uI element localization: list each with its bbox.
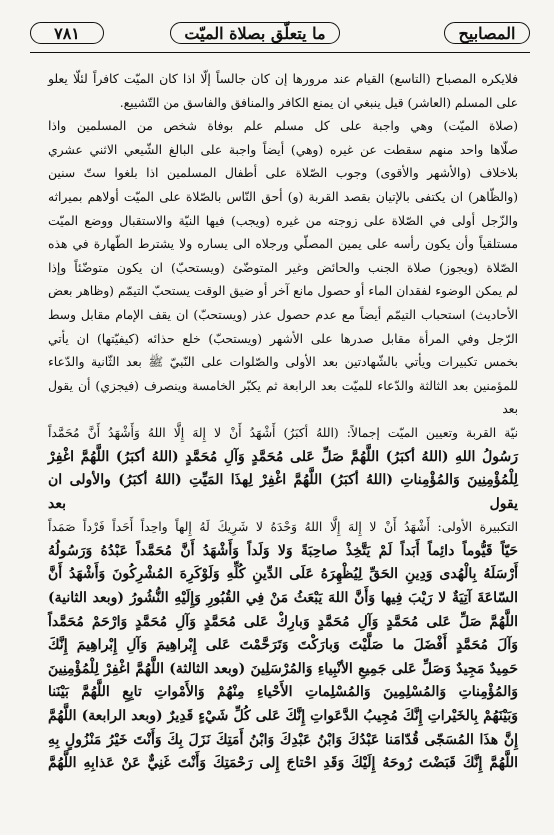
book-title: المصابيح (444, 22, 530, 44)
text-line: نيّة القربة وتعيين الميّت إجمالاً: (اللهُ أكبَرُ) أَشْهَدُ أَنْ لا إِلهَ إِلَّا اللهُ وَأَشْهَدُ أَنَّ مُحَمَّداً (48, 425, 518, 440)
text-line: للمؤمنين بعد الثالثة والدّعاء للميّت بعد الرابعة ثم يكبّر الخامسة وينصرف (فيجزي) أن يقول بعد (48, 378, 518, 417)
text-line: (والظّاهر) ان يكتفى بالإتيان بقصد القربة (و) أحق النّاس بالصّلاة على الميّت أولاهم بميراثه (48, 189, 518, 204)
text-line: التكبيرة الأولى: أَشْهَدُ أَنْ لا إِلهَ إِلَّا اللهُ وَحْدَهُ لا شَرِيكَ لَهُ إِلهاً واحِداً أَحَداً فَرْداً صَمَداً (48, 520, 518, 535)
text-line: مستلقياً وأن يكون رأسه على يمين المصلّي ورجلاه الى يساره ولا يشترط الطّهارة في هذه (48, 237, 518, 252)
text-line: الرّجل وفي المرأة مقابل صدرها على الأشهر (ويستحبّ) خلع حذائه (كيفيّتها) ان يأتي (48, 331, 518, 346)
text-line: فلايكره المصباح (التاسع) القيام عند مرورها إن كان جالساً إلّا اذا كان الميّت كافراً لئلّا يعلو (48, 72, 518, 86)
text-line: والزّجل أولى في الصّلاة على زوجته من غيره (ويجب) فيها النيّة والاستقبال ووضع الميّت (48, 213, 518, 228)
header-divider (30, 52, 530, 53)
text-line: صلّاها واحد منهم سقطت عن غيره (وهي) أيضاً واجبة على البالغ الشّيعي الاثني عشري (48, 142, 518, 157)
text-line: لم يمكن الوضوء لفقدان الماء أو حصول مانع آخر أو ضيق الوقت يستحبّ التيمّم (وظاهر بعض (48, 284, 518, 299)
page-number: ٧٨١ (30, 22, 104, 44)
supplication-line: حَمِيدٌ مَجِيدٌ وَصَلِّ عَلى جَمِيعِ الأنْبِياءِ وَالمُرْسَلِينَ (وبعد الثالثة) اللَّهُمَّ اغْفِرْ لِلْمُؤْمِنِينَ (48, 660, 518, 677)
supplication-line: لِلْمُؤْمِنِينَ وَالمُؤْمِناتِ (اللهُ أكبَرُ) اللَّهُمَّ اغْفِرْ لِهذَا المَيِّتِ (اللهُ أكبَرُ) والأولى ان يقول بعد (48, 472, 518, 512)
supplication-line: اللَّهُمَّ إِنَّكَ قَبَضْتَ رُوحَهُ إِلَيْكَ وَقَدِ احْتاجَ إِلى رَحْمَتِكَ وَأَنْتَ غَنِيٌّ عَنْ عَذابِهِ اللَّهُمَّ (48, 755, 518, 772)
supplication-line: وَالمُؤْمِناتِ وَالمُسْلِمِينَ وَالمُسْلِماتِ الأَحْياءِ مِنْهُمْ وَالأَمْواتِ تابِعِ اللَّهُمَّ بَيْنَنا (48, 684, 518, 701)
page-header (30, 14, 530, 54)
text-line: بلاخلاف (والأشهر والأقوى) وجوب الصّلاة على أطفال المسلمين اذا بلغوا ستّ سنين (48, 166, 518, 181)
chapter-title: ما يتعلّق بصلاة الميّت (170, 22, 340, 44)
body-text (48, 68, 518, 776)
supplication-line: أَرْسَلَهُ بِالْهُدى وَدِينِ الحَقِّ لِيُظْهِرَهُ عَلَى الدِّينِ كُلِّهِ وَلَوْكَرِهَ المُشْرِكُونَ وَأَشْهَدُ أَنَّ (48, 566, 518, 583)
supplication-line: اللَّهُمَّ صَلِّ عَلى مُحَمَّدٍ وَآلِ مُحَمَّدٍ وَبارِكْ عَلى مُحَمَّدٍ وَآلِ مُحَمَّدٍ وَارْحَمْ مُحَمَّداً (48, 613, 518, 630)
text-line: بخمس تكبيرات ويأتي بالشّهادتين بعد الأولى والصّلوات على النّبيّ ﷺ بعد الثّانية والدّعاء (48, 355, 518, 370)
supplication-line: إِنَّ هذَا المُسَجّى قُدّامَنا عَبْدُكَ وَابْنُ عَبْدِكَ وَابْنُ أَمَتِكَ نَزَلَ بِكَ وَأَنْتَ خَيْرُ مَنْزُولٍ بِهِ (48, 731, 518, 748)
supplication-line: حَيّاً قَيُّوماً دائِماً أَبَداً لَمْ يَتَّخِذْ صاحِبَةً وَلا وَلَداً وَأَشْهَدُ أَنَّ مُحَمَّداً عَبْدُهُ وَرَسُولُهُ (48, 542, 518, 559)
text-line: (صلاة الميّت) وهي واجبة على كل مسلم علم بوفاة شخص من المسلمين واذا (48, 119, 518, 134)
text-line: على المسلم (العاشر) قيل ينبغي ان يمنع الكافر والمنافق والفاسق من التّشييع. (119, 95, 518, 110)
text-line: الصّلاة (ويجوز) صلاة الجنب والحائض وغير المتوضّئ (ويستحبّ) ان يكون متوضّئاً وإذا (48, 260, 518, 275)
text-line: الأحاديث) استحباب التيمّم أيضاً مع عدم حصول عذر (ويستحبّ) ان يقف الإمام مقابل وسط (48, 307, 518, 322)
supplication-line: السّاعَةَ آتِيَةٌ لا رَيْبَ فِيها وَأَنَّ اللهَ يَبْعَثُ مَنْ فِي القُبُورِ وَإِلَيْهِ النُّشُورُ (وبعد الثانية) (48, 590, 518, 607)
supplication-line: وَآلَ مُحَمَّدٍ أَفْضَلَ ما صَلَّيْتَ وَبارَكْتَ وَتَرَحَّمْتَ عَلى إِبْراهِيمَ وَآلِ إِبْراهِيمَ إِنَّكَ (48, 637, 518, 654)
supplication-line: رَسُولُ اللهِ (اللهُ أكبَرُ) اللَّهُمَّ صَلِّ عَلى مُحَمَّدٍ وَآلِ مُحَمَّدٍ (اللهُ أكبَرُ) اللَّهُمَّ اغْفِرْ (48, 448, 518, 465)
supplication-line: وَبَيْنَهُمْ بِالخَيْراتِ إِنَّكَ مُجِيبُ الدَّعَواتِ إِنَّكَ عَلى كُلِّ شَيْءٍ قَدِيرٌ (وبعد الرابعة) اللَّهُمَّ (48, 708, 518, 725)
